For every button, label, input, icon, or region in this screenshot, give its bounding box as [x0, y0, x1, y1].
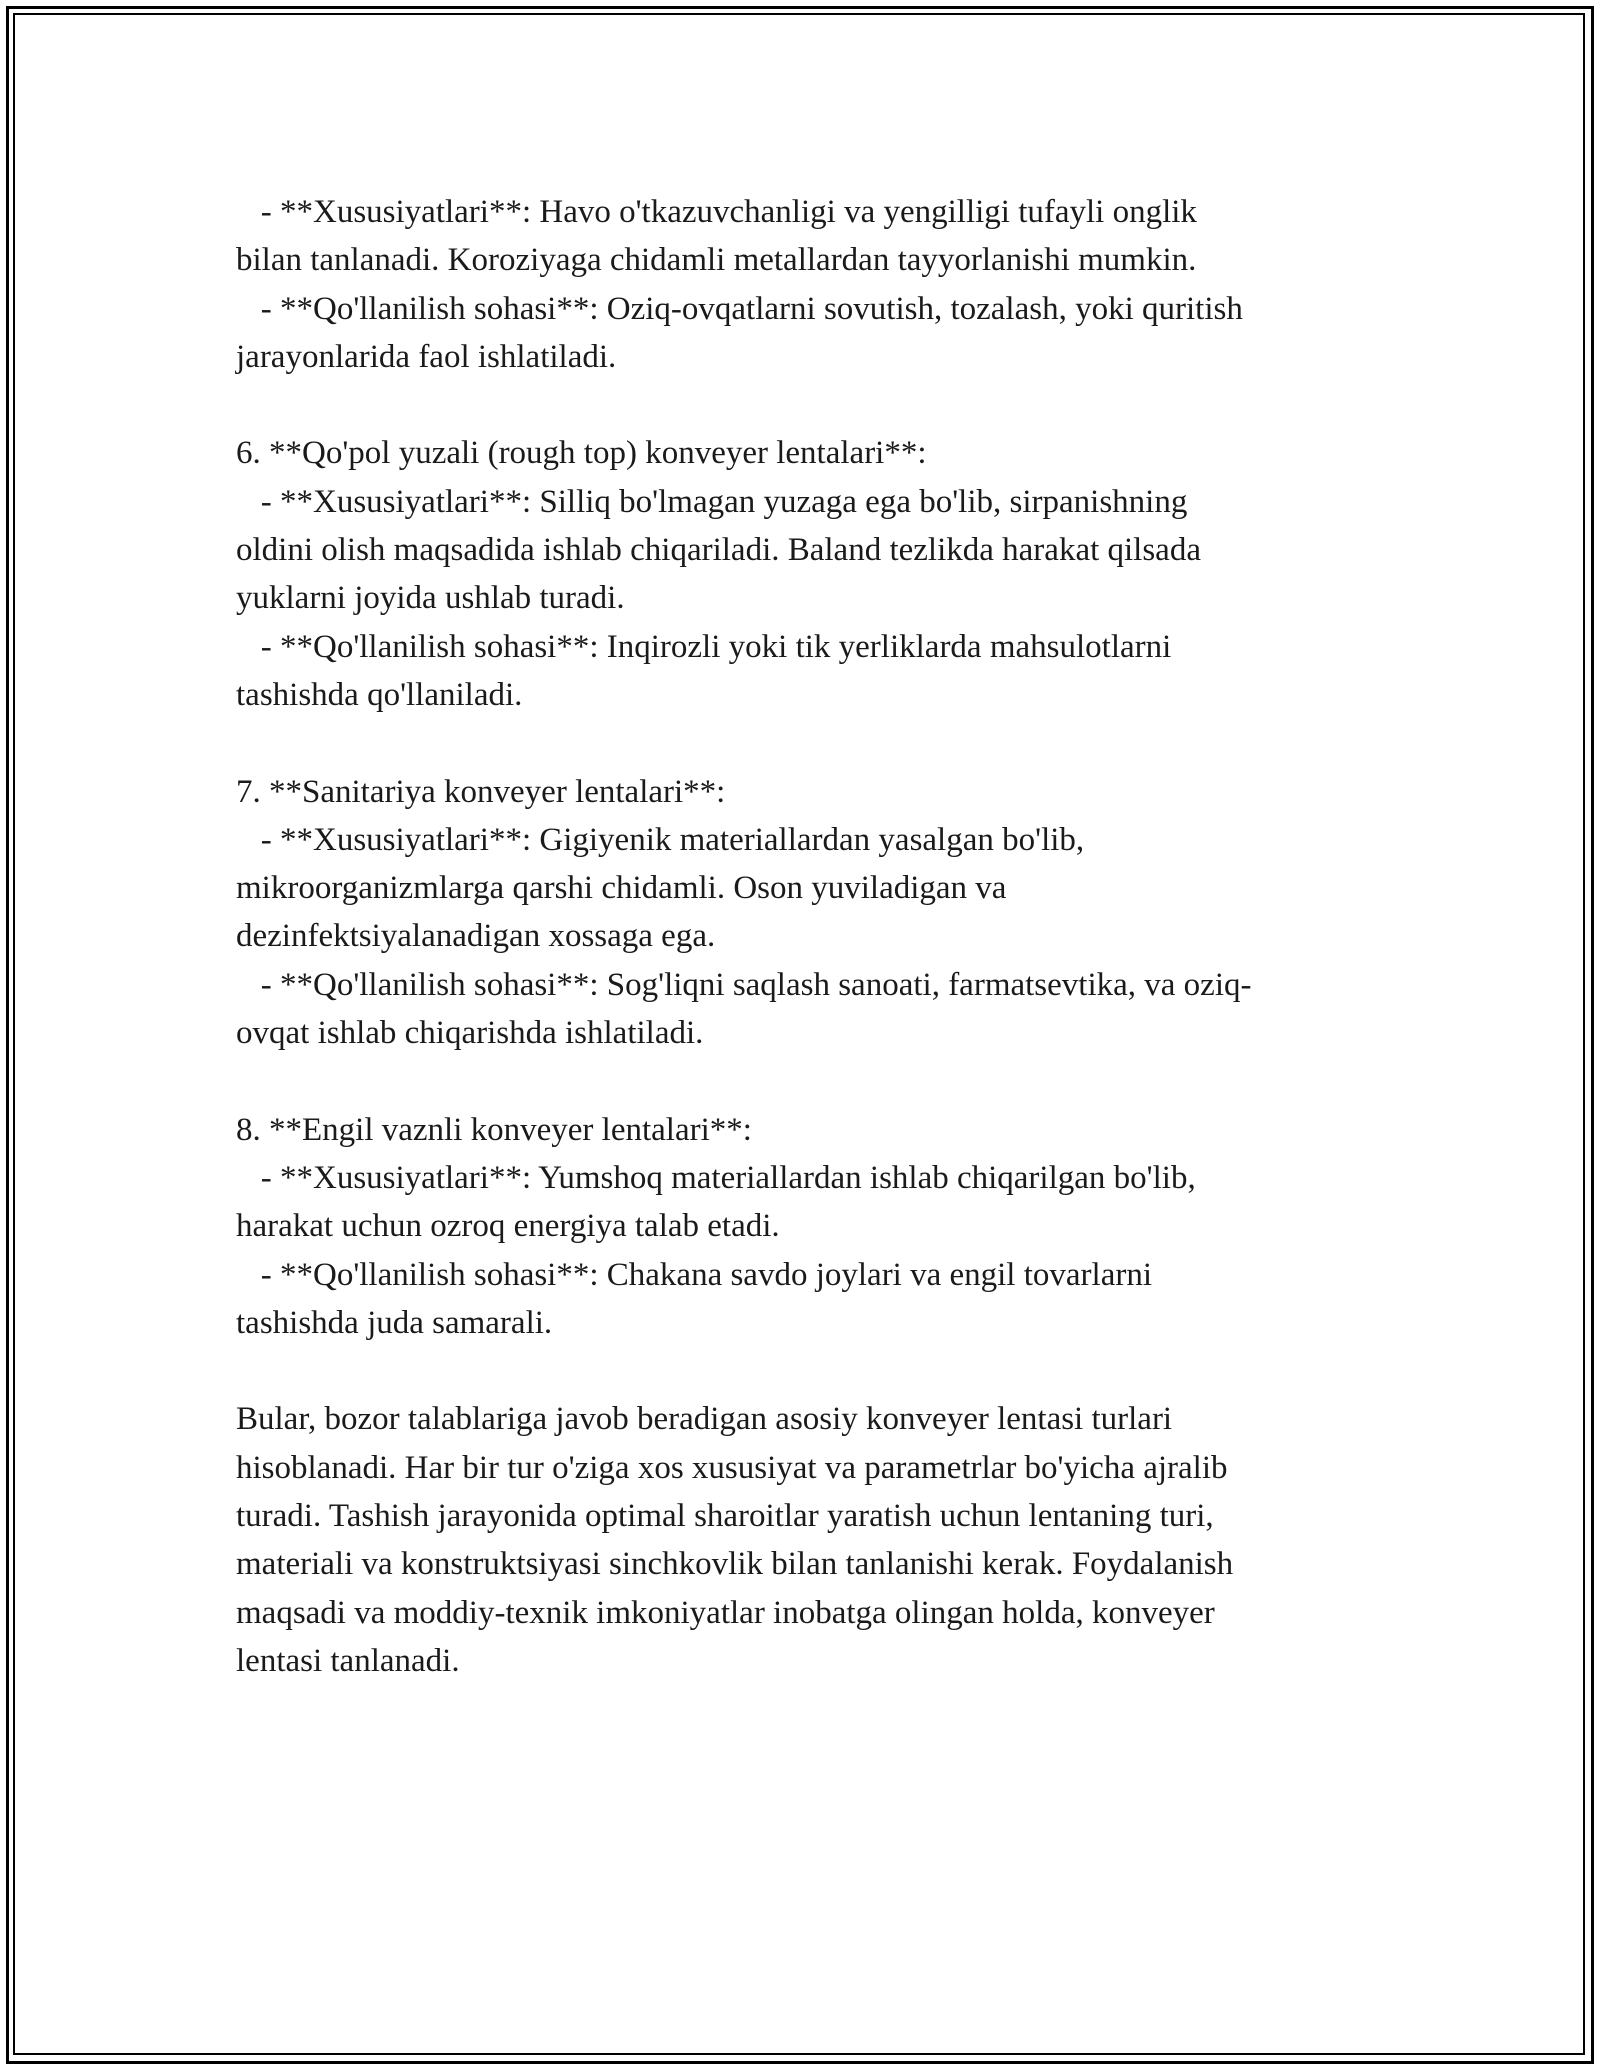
section-heading: 7. **Sanitariya konveyer lentalari**:: [236, 773, 726, 810]
text-line: dezinfektsiyalanadigan xossaga ega.: [236, 918, 716, 955]
text-line: - **Xususiyatlari**: Yumshoq materiallardan ishlab chiqarilgan bo'lib,: [236, 1159, 1196, 1196]
text-line: - **Xususiyatlari**: Gigiyenik materiallardan yasalgan bo'lib,: [236, 821, 1085, 858]
blank-line: [236, 381, 1366, 429]
section-heading: 8. **Engil vaznli konveyer lentalari**:: [236, 1111, 752, 1148]
conclusion-line: materiali va konstruktsiyasi sinchkovlik bilan tanlanishi kerak. Foydalanish: [236, 1546, 1234, 1583]
conclusion-line: maqsadi va moddiy-texnik imkoniyatlar inobatga olingan holda, konveyer: [236, 1594, 1215, 1631]
text-line: oldini olish maqsadida ishlab chiqariladi. Baland tezlikda harakat qilsada: [236, 532, 1201, 569]
conclusion-line: hisoblanadi. Har bir tur o'ziga xos xususiyat va parametrlar bo'yicha ajralib: [236, 1449, 1228, 1486]
text-line: ovqat ishlab chiqarishda ishlatiladi.: [236, 1015, 704, 1052]
text-line: - **Qo'llanilish sohasi**: Oziq-ovqatlarni sovutish, tozalash, yoki quritish: [236, 290, 1243, 327]
blank-line: [236, 1347, 1366, 1395]
text-line: - **Xususiyatlari**: Havo o'tkazuvchanligi va yengilligi tufayli onglik: [236, 194, 1197, 230]
text-line: tashishda qo'llaniladi.: [236, 676, 523, 713]
conclusion-line: lentasi tanlanadi.: [236, 1642, 460, 1679]
text-line: - **Xususiyatlari**: Silliq bo'lmagan yuzaga ega bo'lib, sirpanishning: [236, 483, 1188, 520]
text-line: harakat uchun ozroq energiya talab etadi.: [236, 1208, 780, 1245]
text-line: jarayonlarida faol ishlatiladi.: [236, 338, 617, 375]
conclusion-line: Bular, bozor talablariga javob beradigan asosiy konveyer lentasi turlari: [236, 1401, 1173, 1438]
blank-line: [236, 1057, 1366, 1105]
text-line: mikroorganizmlarga qarshi chidamli. Oson yuviladigan va: [236, 870, 1007, 907]
blank-line: [236, 719, 1366, 767]
text-line: bilan tanlanadi. Koroziyaga chidamli metallardan tayyorlanishi mumkin.: [236, 242, 1197, 279]
conclusion-line: turadi. Tashish jarayonida optimal sharoitlar yaratish uchun lentaning turi,: [236, 1498, 1214, 1535]
text-line: - **Qo'llanilish sohasi**: Chakana savdo joylari va engil tovarlarni: [236, 1256, 1153, 1293]
text-line: tashishda juda samarali.: [236, 1304, 553, 1341]
text-line: - **Qo'llanilish sohasi**: Inqirozli yoki tik yerliklarda mahsulotlarni: [236, 628, 1172, 665]
text-line: - **Qo'llanilish sohasi**: Sog'liqni saqlash sanoati, farmatsevtika, va oziq-: [236, 966, 1252, 1003]
text-line: yuklarni joyida ushlab turadi.: [236, 580, 625, 617]
section-heading: 6. **Qo'pol yuzali (rough top) konveyer lentalari**:: [236, 435, 927, 472]
document-body: [236, 188, 1366, 1685]
